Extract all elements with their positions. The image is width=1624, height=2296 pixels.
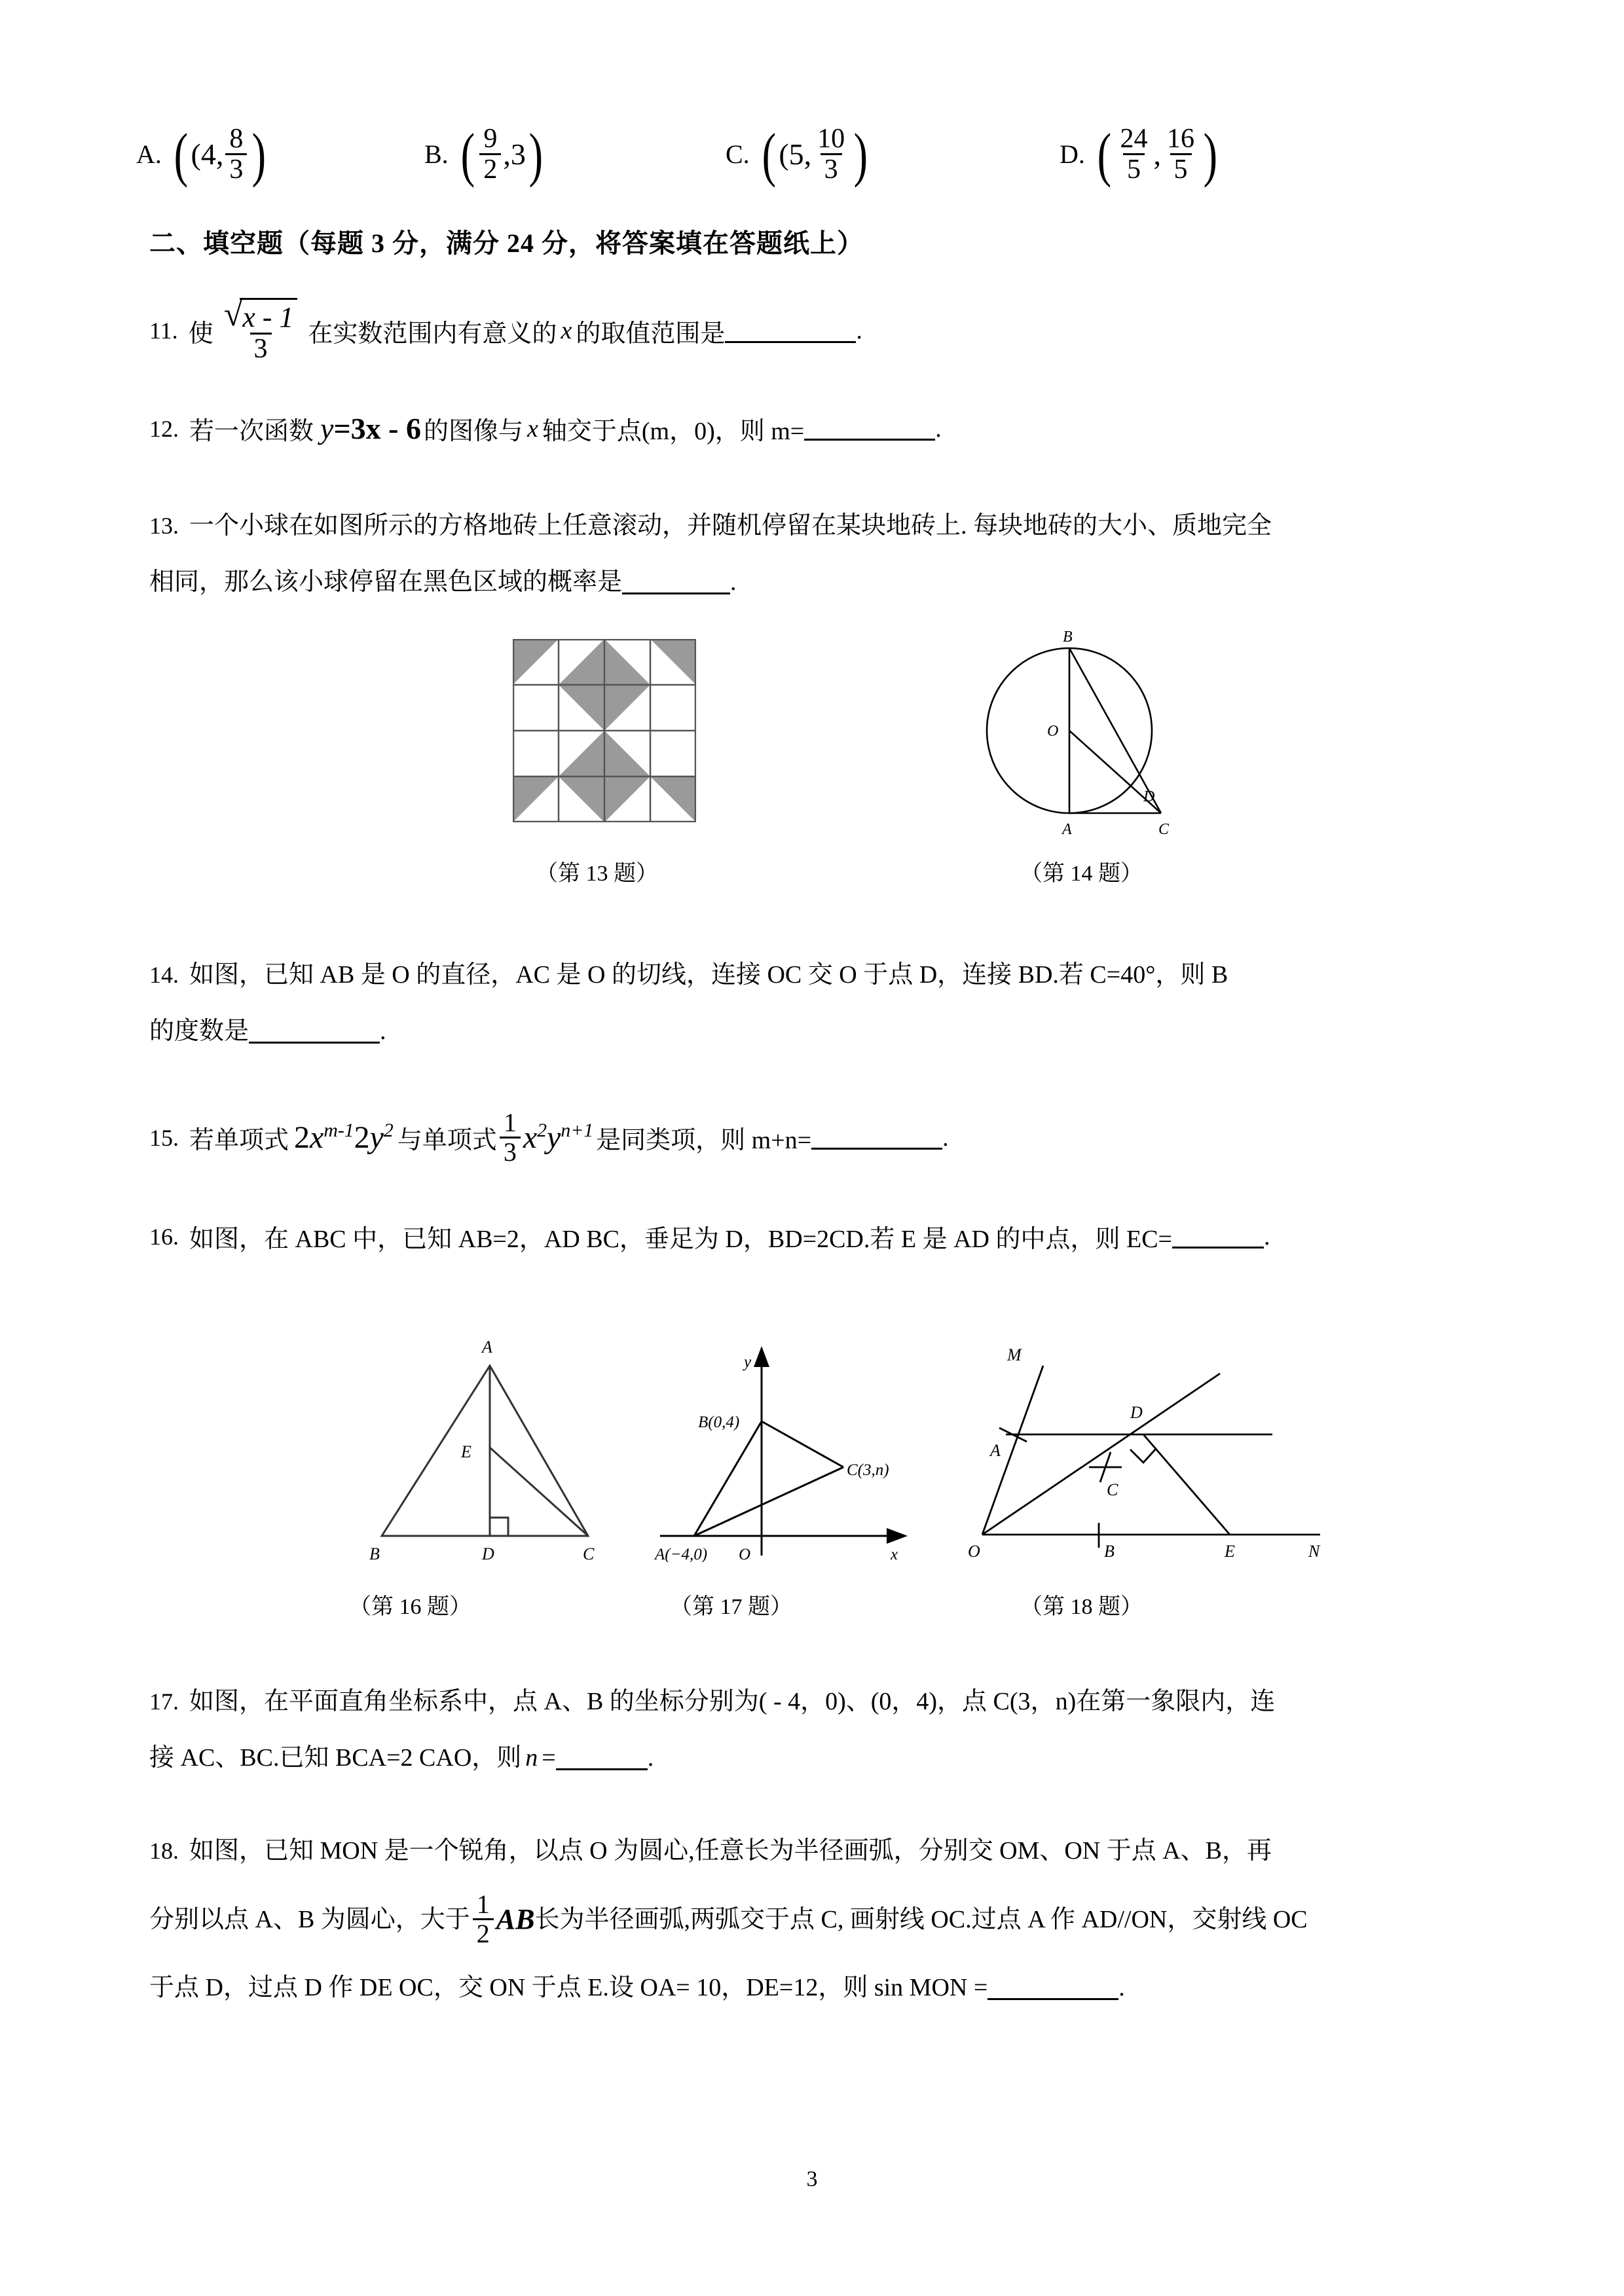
choice-label-b: B.: [424, 139, 449, 170]
choice-label-c: C.: [726, 139, 750, 170]
question-11-var: x: [561, 317, 572, 345]
choice-option-b[interactable]: [424, 120, 545, 188]
question-15-fraction: [500, 1109, 521, 1166]
question-12-period: .: [935, 414, 942, 443]
label-C: C: [1107, 1480, 1118, 1500]
label-B: B(0,4): [698, 1413, 740, 1432]
fraction-numerator: 16: [1167, 124, 1195, 154]
question-15-monomial-2: [523, 1120, 593, 1156]
choice-a-x: (4,: [191, 137, 224, 172]
answer-blank-15[interactable]: [811, 1125, 942, 1150]
mono1-y: y: [369, 1120, 384, 1156]
figure-row-13-14: [149, 626, 1479, 999]
label-D: D: [482, 1544, 494, 1563]
question-12-mid: 的图像与: [423, 418, 523, 446]
triangle-altitude-svg: [333, 1326, 595, 1562]
question-15-mid: 与单项式: [397, 1127, 497, 1155]
question-18-line-1: [149, 1823, 1479, 1879]
question-14-text-1: 如图，已知 AB 是 O 的直径，AC 是 O 的切线，连接 OC 交 O 于点 D，连接 BD.若 C=40°，则 B: [189, 961, 1228, 989]
label-D: D: [1143, 788, 1155, 806]
figure-16-caption: （第 16 题）: [349, 1595, 471, 1620]
question-16: [149, 1218, 1479, 1254]
paren-close-d: ): [1203, 120, 1218, 188]
mono2-x: x: [523, 1120, 538, 1156]
question-16-period: .: [1263, 1222, 1270, 1250]
question-13-text-1: 一个小球在如图所示的方格地砖上任意滚动，并随机停留在某块地砖上. 每块地砖的大小、质地完全: [189, 512, 1272, 540]
circle-tangent-svg: [984, 626, 1220, 842]
choice-d-fraction-2: [1163, 124, 1198, 184]
choice-value-a: [171, 120, 269, 188]
choice-b-y: ,3: [503, 137, 526, 172]
question-18-half-fraction: [473, 1891, 494, 1948]
answer-blank-14[interactable]: [249, 1019, 380, 1044]
label-C: C: [583, 1544, 595, 1563]
question-18-line-3: [149, 1959, 1479, 2016]
coordinate-plane-figure: [647, 1326, 922, 1565]
mono1-y-exponent: 2: [383, 1120, 394, 1142]
fraction-denominator: 3: [500, 1137, 521, 1166]
label-O: O: [739, 1546, 751, 1563]
fraction-numerator: 1: [476, 1889, 490, 1920]
question-15-pre: 若单项式: [189, 1127, 289, 1155]
paren-close-b: ): [528, 120, 543, 188]
question-18-text-2a: 分别以点 A、B 为圆心，大于: [149, 1905, 470, 1933]
choices-row: [136, 98, 1479, 196]
question-11: [149, 298, 1479, 363]
sqrt-over-3-denominator: 3: [250, 333, 272, 363]
angle-bisector-construction-figure: [968, 1326, 1335, 1565]
question-16-text: 如图，在 ABC 中，已知 AB=2，AD BC，垂足为 D，BD=2CD.若 E 是 AD 的中点，则 EC=: [189, 1226, 1172, 1254]
label-B: B: [369, 1544, 380, 1563]
tile-grid-svg: [513, 639, 696, 822]
mono2-x-exponent: 2: [537, 1120, 547, 1142]
fraction-numerator: 24: [1120, 124, 1148, 154]
label-E: E: [1225, 1542, 1235, 1561]
question-12-expr-y: y: [320, 412, 334, 446]
tile-grid-figure: [513, 639, 696, 826]
question-11-expression: [220, 298, 302, 363]
question-12-var: x: [526, 414, 538, 443]
question-17-var: n: [525, 1744, 538, 1772]
question-14-period: .: [380, 1017, 386, 1046]
question-17-eq: =: [542, 1744, 556, 1772]
mono2-y-exponent: n+1: [561, 1120, 594, 1142]
fraction-denominator: 5: [1170, 153, 1192, 184]
question-17-number: 17.: [149, 1688, 179, 1715]
label-C: C(3,n): [847, 1461, 889, 1480]
x-axis-arrow: [887, 1528, 908, 1544]
label-O: O: [1047, 723, 1059, 740]
label-D: D: [1130, 1403, 1143, 1423]
fraction-numerator: 10: [817, 124, 845, 154]
fraction-numerator: 1: [503, 1108, 517, 1138]
label-B: B: [1104, 1542, 1115, 1561]
choice-b-fraction: [479, 124, 501, 184]
coordinate-plane-svg: [647, 1326, 922, 1562]
question-13-period: .: [730, 568, 737, 596]
question-12-number: 12.: [149, 415, 179, 442]
label-M: M: [1007, 1345, 1022, 1365]
mono1-mid: 2: [354, 1120, 370, 1156]
answer-blank-16[interactable]: [1172, 1224, 1264, 1248]
label-A: A: [1062, 821, 1072, 839]
choice-label-d: D.: [1060, 139, 1085, 170]
question-15-number: 15.: [149, 1124, 179, 1151]
paren-open-d: (: [1097, 120, 1111, 188]
answer-blank-13[interactable]: [622, 570, 730, 594]
question-15: [149, 1109, 1479, 1166]
question-18-text-3: 于点 D，过点 D 作 DE OC，交 ON 于点 E.设 OA= 10，DE=12，则 sin MON =: [149, 1974, 988, 2002]
figure-13-caption: （第 13 题）: [536, 862, 658, 886]
label-N: N: [1308, 1542, 1320, 1561]
question-11-tail: 的取值范围是: [576, 319, 726, 348]
figure-17-caption: （第 17 题）: [670, 1595, 792, 1620]
choice-option-a[interactable]: [136, 120, 269, 188]
question-18-number: 18.: [149, 1838, 179, 1865]
page-content: [136, 98, 1479, 2016]
question-14-line-2: [149, 1003, 1479, 1059]
fraction-numerator: 9: [483, 124, 498, 154]
figure-14-caption: （第 14 题）: [1020, 862, 1143, 886]
answer-blank-17[interactable]: [556, 1746, 648, 1770]
angle-bisector-svg: [968, 1326, 1335, 1562]
figure-18-caption: （第 18 题）: [1020, 1595, 1143, 1620]
question-12: [149, 410, 1479, 446]
label-A: A: [990, 1441, 1001, 1461]
question-15-monomial-1: [294, 1120, 394, 1156]
question-11-period: .: [856, 317, 862, 345]
fraction-denominator: 3: [821, 153, 842, 184]
choice-c-x: (5,: [779, 137, 812, 172]
mono1-coef: 2: [294, 1120, 310, 1156]
radicand: x - 1: [240, 298, 297, 333]
question-16-number: 16.: [149, 1223, 179, 1250]
question-13: [149, 498, 1479, 610]
question-11-number: 11.: [149, 318, 178, 344]
question-13-line-2: [149, 554, 1479, 610]
circle-tangent-figure: [984, 626, 1220, 845]
label-y-axis: y: [744, 1353, 752, 1372]
question-14-number: 14.: [149, 962, 179, 989]
question-18-segment-ab: AB: [496, 1903, 535, 1935]
choice-d-comma: ,: [1153, 137, 1162, 172]
label-x-axis: x: [891, 1546, 898, 1563]
choice-option-d[interactable]: [1060, 120, 1221, 188]
mono1-x-exponent: m-1: [323, 1120, 354, 1142]
paren-close-a: ): [251, 120, 267, 188]
answer-blank-11[interactable]: [725, 319, 856, 343]
page-number: 3: [806, 2167, 818, 2191]
choice-label-a: A.: [136, 139, 162, 170]
fraction-denominator: 2: [479, 153, 501, 184]
question-17-line-2: [149, 1730, 1479, 1786]
choice-value-d: [1094, 120, 1221, 188]
mono2-y: y: [547, 1120, 561, 1156]
choice-a-fraction: [225, 124, 247, 184]
question-12-tail: 轴交于点(m，0)，则 m=: [542, 418, 805, 446]
question-17-period: .: [647, 1744, 654, 1772]
question-13-line-1: [149, 498, 1479, 554]
question-18-text-1: 如图，已知 MON 是一个锐角，以点 O 为圆心,任意长为半径画弧，分别交 OM、ON 于点 A、B，再: [189, 1837, 1272, 1865]
answer-blank-18[interactable]: [987, 1976, 1118, 2000]
label-B: B: [1063, 629, 1073, 646]
paren-close-c: ): [853, 120, 868, 188]
question-11-post: 在实数范围内有意义的: [308, 319, 557, 348]
figure-row-16-17-18: [149, 1326, 1479, 1693]
fraction-denominator: 3: [225, 153, 247, 184]
choice-c-fraction: [813, 124, 849, 184]
choice-value-b: [458, 120, 546, 188]
question-14-text-2: 的度数是: [149, 1017, 249, 1046]
paren-open-b: (: [460, 120, 475, 188]
choice-value-c: [759, 120, 871, 188]
choice-option-c[interactable]: [726, 120, 871, 188]
question-12-expr-rest: =3x - 6: [333, 412, 421, 446]
question-12-pre: 若一次函数: [189, 418, 314, 446]
question-15-tail: 是同类项，则 m+n=: [596, 1127, 812, 1155]
paren-open-c: (: [762, 120, 776, 188]
mono1-x: x: [310, 1120, 324, 1156]
question-18: [149, 1823, 1479, 2016]
label-A: A(−4,0): [655, 1546, 708, 1563]
question-18-text-2b: 长为半径画弧,两弧交于点 C, 画射线 OC.过点 A 作 AD//ON，交射线 OC: [534, 1905, 1308, 1933]
fraction-denominator: 2: [473, 1918, 494, 1948]
label-E: E: [461, 1442, 471, 1462]
question-11-pre: 使: [188, 319, 213, 348]
question-18-line-2: [149, 1891, 1479, 1948]
answer-blank-12[interactable]: [804, 416, 935, 441]
choice-d-fraction-1: [1116, 124, 1152, 184]
question-17-text-1: 如图，在平面直角坐标系中，点 A、B 的坐标分别为( - 4，0)、(0，4)，点 C(3，n)在第一象限内，连: [189, 1688, 1276, 1716]
y-axis-arrow: [754, 1346, 769, 1367]
fraction-numerator: 8: [229, 124, 244, 154]
sqrt-over-3-numerator: [220, 298, 302, 333]
question-13-number: 13.: [149, 513, 179, 539]
sqrt-icon: √ x - 1: [224, 298, 298, 333]
paren-open-a: (: [174, 120, 188, 188]
triangle-altitude-figure: [333, 1326, 595, 1565]
question-15-period: .: [942, 1123, 949, 1152]
question-18-period: .: [1118, 1974, 1125, 2002]
question-17-text-2: 接 AC、BC.已知 BCA=2 CAO，则: [149, 1744, 522, 1772]
section-heading-fill-blanks: 二、填空题（每题 3 分，满分 24 分，将答案填在答题纸上）: [149, 228, 864, 258]
question-13-text-2: 相同，那么该小球停留在黑色区域的概率是: [149, 568, 623, 596]
label-O: O: [968, 1542, 980, 1561]
fraction-denominator: 5: [1123, 153, 1145, 184]
label-C: C: [1158, 821, 1170, 839]
label-A: A: [482, 1338, 492, 1357]
